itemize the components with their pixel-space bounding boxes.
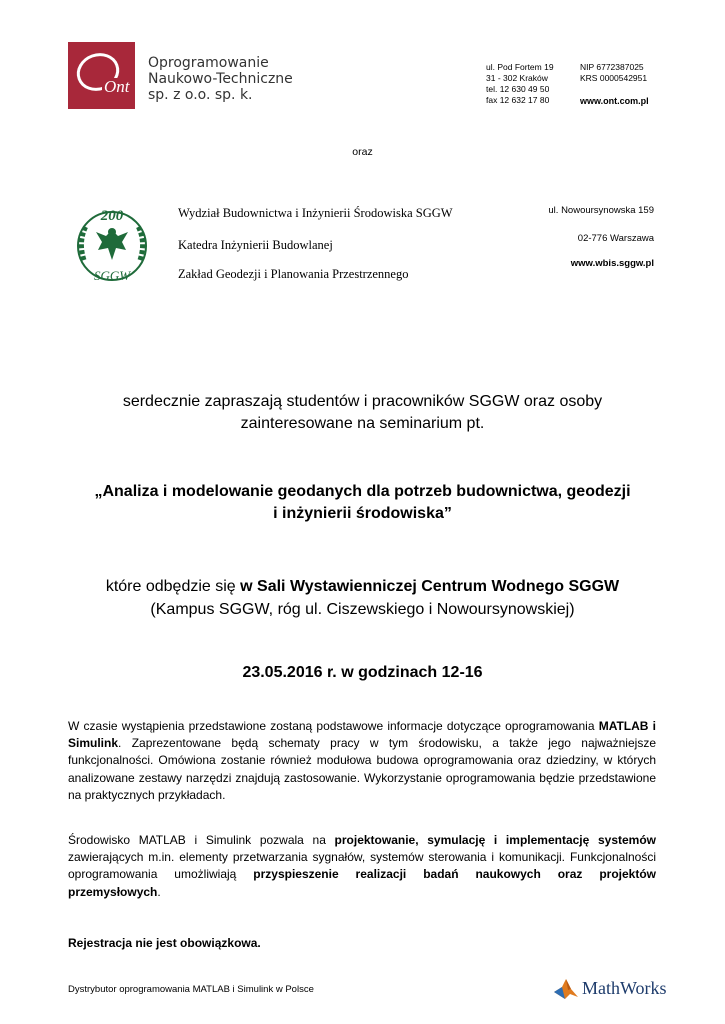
oraz-text: oraz (352, 146, 373, 158)
ont-name-line: Oprogramowanie (148, 55, 269, 71)
invitation-line: serdecznie zapraszają studentów i pracowników SGGW oraz osoby (122, 393, 603, 410)
para2-bold: projektowanie, symulację i implementację systemów (334, 833, 656, 847)
ont-logo (68, 42, 135, 109)
mathworks-logo-text: MathWorks (582, 978, 667, 998)
sggw-logo-name: SGGW (93, 268, 131, 283)
para1-bold: MATLAB i Simulink (68, 719, 656, 751)
distributor-note: Dystrybutor oprogramowania MATLAB i Simulink w Polsce (68, 984, 314, 995)
registration-note: Rejestracja nie jest obowiązkowa. (68, 936, 261, 950)
sggw-street: ul. Nowoursynowska 159 (548, 205, 654, 216)
invitation-text (0, 391, 725, 435)
ont-address-line: tel. 12 630 49 50 (486, 84, 550, 94)
invitation-line: zainteresowane na seminarium pt. (240, 415, 485, 432)
ont-website-link[interactable]: www.ont.com.pl (580, 96, 649, 106)
ont-address-line: ul. Pod Fortem 19 (486, 62, 554, 72)
seminar-title (0, 481, 725, 525)
ont-name-line: Naukowo-Techniczne (148, 71, 293, 87)
para2-text-2: zawierających m.in. elementy przetwarzania sygnałów, systemów sterowania i komunikacji. Funkcjonalności oprogramowania umożliwiają (68, 850, 656, 882)
description-paragraph-1 (68, 718, 656, 804)
place-detail: (Kampus SGGW, róg ul. Ciszewskiego i Nowoursynowskiej) (150, 601, 575, 618)
ont-address-line: fax 12 632 17 80 (486, 95, 550, 105)
ont-ids (580, 62, 647, 84)
sggw-city: 02-776 Warszawa (577, 233, 654, 244)
ont-address (486, 62, 554, 106)
ont-address-line: 31 - 302 Kraków (486, 73, 548, 83)
ont-name-line: sp. z o.o. sp. k. (148, 87, 253, 103)
para1-text-2: . Zaprezentowane będą schematy pracy w tym środowisku, a także jego najważniejsze funkcjonalności. Omówiona zostanie również modułowa budowa oprogramowania oraz dziedziny, w których analizowane zestawy narzędzi znajdują zastosowanie. Wykorzystanie oprogramowania będzie przedstawione na praktycznych przykładach. (68, 736, 656, 802)
seminar-title-line: i inżynierii środowiska” (273, 505, 452, 522)
ont-nip: NIP 6772387025 (580, 62, 644, 72)
para1-text: W czasie wystąpienia przedstawione zostaną podstawowe informacje dotyczące oprogramowania (68, 719, 599, 733)
seminar-place (0, 575, 725, 621)
place-prefix: które odbędzie się (105, 578, 241, 595)
para2-text: Środowisko MATLAB i Simulink pozwala na (68, 833, 335, 847)
sggw-faculty: Wydział Budownictwa i Inżynierii Środowiska SGGW (178, 206, 453, 220)
ont-logo-text: Ont (104, 77, 130, 96)
place-venue: w Sali Wystawienniczej Centrum Wodnego SGGW (240, 578, 620, 595)
sggw-logo (70, 202, 155, 287)
seminar-title-line: „Analiza i modelowanie geodanych dla potrzeb budownictwa, geodezji (94, 483, 631, 500)
para2-bold-2: przyspieszenie realizacji badań naukowych oraz projektów przemysłowych (68, 867, 656, 899)
seminar-date: 23.05.2016 r. w godzinach 12-16 (242, 664, 483, 681)
sggw-website-link[interactable]: www.wbis.sggw.pl (570, 258, 654, 269)
para2-text-3: . (157, 884, 161, 899)
ont-krs: KRS 0000542951 (580, 73, 648, 83)
sggw-logo-200: 200 (100, 208, 124, 224)
sggw-division: Zakład Geodezji i Planowania Przestrzennego (178, 267, 409, 281)
mathworks-membrane-icon (553, 975, 579, 1001)
ont-company-name (148, 55, 293, 103)
sggw-department: Katedra Inżynierii Budowlanej (178, 238, 333, 252)
description-paragraph-2 (68, 832, 656, 901)
